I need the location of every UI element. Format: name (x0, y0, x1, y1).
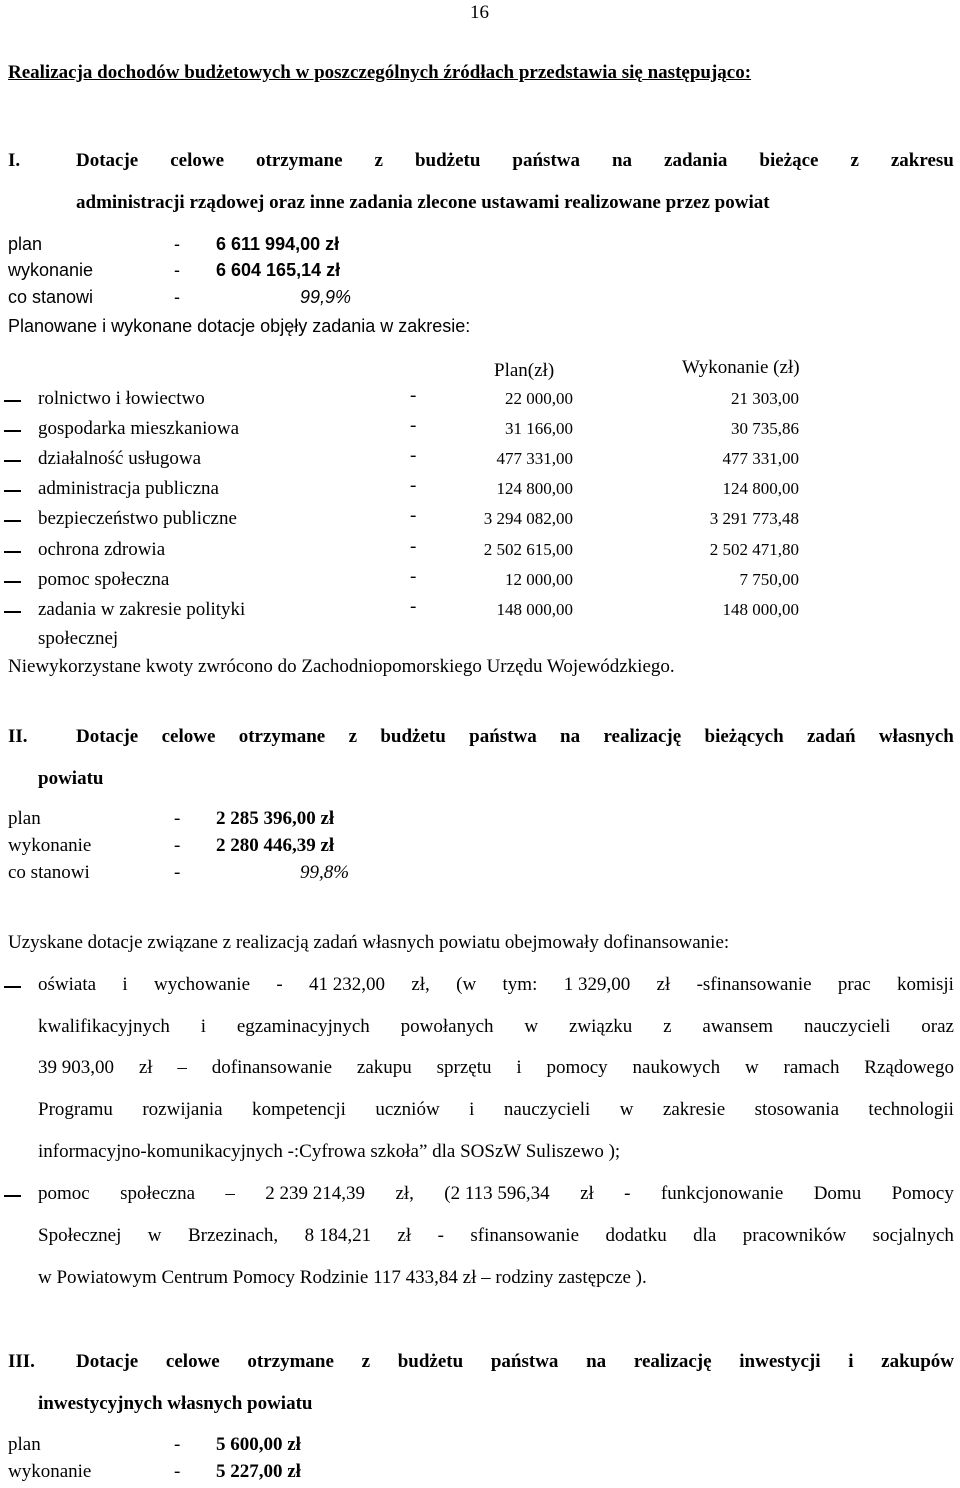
word: oraz (921, 1016, 954, 1037)
section-1-exec-dash: - (174, 260, 180, 280)
word: 1 329,00 (563, 974, 631, 995)
bullet-dash (4, 1195, 21, 1197)
word: zł (397, 1225, 412, 1246)
row-plan-value: 31 166,00 (505, 419, 573, 438)
row-plan-value: 477 331,00 (496, 449, 573, 468)
row-plan-value: 148 000,00 (496, 600, 573, 619)
row-exec-value: 477 331,00 (722, 449, 799, 468)
word: budżetu (414, 150, 481, 171)
row-exec-value: 148 000,00 (722, 600, 799, 619)
word: nauczycieli (503, 1099, 591, 1120)
section-1-title-line-1 (76, 150, 954, 172)
word: budżetu (397, 1351, 464, 1372)
row-plan-value: 22 000,00 (505, 389, 573, 408)
word: z (361, 1351, 371, 1372)
word: celowe (170, 150, 225, 171)
word: pomocy (546, 1057, 608, 1078)
word: budżetu (380, 726, 446, 747)
word: naukowych (632, 1057, 721, 1078)
word: sfinansowanie (470, 1225, 580, 1246)
section-2-number: II. (8, 726, 28, 747)
bullet-dash (4, 986, 21, 988)
section-2-plan-value: 2 285 396,00 zł (216, 808, 335, 829)
section-3-exec-label: wykonanie (8, 1461, 92, 1482)
word: - (624, 1183, 631, 1204)
row-label: działalność usługowa (38, 448, 202, 469)
bullet-1-line-4 (38, 1099, 954, 1121)
section-2-title-line-1 (76, 726, 954, 748)
word: na (611, 150, 633, 171)
word: inwestycji (739, 1351, 821, 1372)
section-1-exec-value: 6 604 165,14 zł (216, 260, 341, 280)
section-3-plan-value: 5 600,00 zł (216, 1434, 301, 1455)
row-plan-value: 2 502 615,00 (483, 540, 573, 559)
word: Programu (38, 1099, 113, 1120)
word: związku (568, 1016, 633, 1037)
bullet-dash (4, 430, 21, 432)
row-exec-value: 2 502 471,80 (709, 540, 799, 559)
word: Rządowego (864, 1057, 954, 1078)
bullet-1-line-5: informacyjno-komunikacyjnych -:Cyfrowa szkoła” dla SOSzW Suliszewo ); (38, 1141, 621, 1162)
section-1-intro: Planowane i wykonane dotacje objęły zadania w zakresie: (8, 316, 471, 336)
row-plan-value: 3 294 082,00 (483, 509, 573, 528)
row-plan-value: 12 000,00 (505, 570, 573, 589)
section-2-plan-dash: - (174, 808, 181, 829)
word: zakupu (356, 1057, 412, 1078)
table-row-continuation: społecznej (38, 628, 119, 649)
word: stosowania (754, 1099, 839, 1120)
row-exec-value: 21 303,00 (731, 389, 799, 408)
row-label: zadania w zakresie polityki (38, 599, 246, 620)
word: nauczycieli (803, 1016, 891, 1037)
word: -sfinansowanie (696, 974, 812, 995)
word: w (744, 1057, 759, 1078)
word: ramach (783, 1057, 840, 1078)
word: otrzymane (238, 726, 326, 747)
word: zadania (664, 150, 728, 171)
word: prac (837, 974, 871, 995)
section-3-exec-dash: - (174, 1461, 181, 1482)
section-3-plan-dash: - (174, 1434, 181, 1455)
row-exec-value: 124 800,00 (722, 479, 799, 498)
word: powołanych (400, 1016, 494, 1037)
section-3-title-line-2: inwestycyjnych własnych powiatu (38, 1393, 313, 1414)
row-separator: - (410, 505, 417, 526)
row-label: gospodarka mieszkaniowa (38, 418, 240, 439)
word: kwalifikacyjnych (38, 1016, 170, 1037)
word: bieżących (704, 726, 784, 747)
word: zadań (806, 726, 856, 747)
word: Społecznej (38, 1225, 122, 1246)
bullet-1-line-2 (38, 1016, 954, 1038)
bullet-2-line-1 (38, 1183, 954, 1205)
bullet-1-line-3 (38, 1057, 954, 1079)
word: 8 184,21 (304, 1225, 372, 1246)
bullet-dash (4, 551, 21, 553)
page-number: 16 (470, 2, 489, 23)
word: otrzymane (256, 150, 343, 171)
word: Pomocy (891, 1183, 954, 1204)
word: z (850, 150, 859, 171)
row-exec-value: 30 735,86 (731, 419, 799, 438)
word: funkcjonowanie (660, 1183, 784, 1204)
word: sprzętu (436, 1057, 492, 1078)
word: i (200, 1016, 207, 1037)
column-header-plan: Plan(zł) (494, 360, 555, 381)
word: i (469, 1099, 475, 1120)
word: (w (456, 974, 477, 995)
word: i (848, 1351, 854, 1372)
bullet-2-line-2 (38, 1225, 954, 1247)
word: państwa (512, 150, 580, 171)
word: w (619, 1099, 634, 1120)
word: kompetencji (251, 1099, 346, 1120)
word: egzaminacyjnych (236, 1016, 370, 1037)
bullet-2-line-3: w Powiatowym Centrum Pomocy Rodzinie 117 433,84 zł – rodziny zastępcze ). (38, 1267, 647, 1288)
section-1-ratio-label: co stanowi (8, 287, 94, 307)
word: zakresu (890, 150, 954, 171)
word: pomoc (38, 1183, 90, 1204)
row-label: rolnictwo i łowiectwo (38, 388, 205, 409)
word: celowe (165, 1351, 220, 1372)
word: 2 239 214,39 (265, 1183, 366, 1204)
row-separator: - (410, 596, 417, 617)
word: bieżące (759, 150, 819, 171)
word: komisji (896, 974, 954, 995)
row-separator: - (410, 415, 417, 436)
section-1-exec-label: wykonanie (8, 260, 94, 280)
row-separator: - (410, 536, 417, 557)
row-label: administracja publiczna (38, 478, 219, 499)
word: własnych (878, 726, 954, 747)
section-1-plan-label: plan (8, 234, 43, 254)
word: Brzezinach, (187, 1225, 279, 1246)
word: rozwijania (142, 1099, 223, 1120)
word: na (560, 726, 581, 747)
word: i (516, 1057, 522, 1078)
word: w (524, 1016, 539, 1037)
row-exec-value: 3 291 773,48 (709, 509, 799, 528)
word: w (147, 1225, 162, 1246)
word: zł (138, 1057, 153, 1078)
section-3-title-line-1 (76, 1351, 954, 1373)
section-2-ratio-label: co stanowi (8, 862, 90, 883)
word: celowe (161, 726, 216, 747)
bullet-dash (4, 611, 21, 613)
word: i (122, 974, 128, 995)
bullet-dash (4, 490, 21, 492)
word: technologii (868, 1099, 954, 1120)
word: 39 903,00 (38, 1057, 114, 1078)
word: Dotacje (76, 726, 139, 747)
section-1-title-line-2: administracji rządowej oraz inne zadania zlecone ustawami realizowane przez powiat (76, 192, 770, 213)
word: realizację (603, 726, 682, 747)
word: dodatku (605, 1225, 667, 1246)
word: tym: (502, 974, 538, 995)
row-label: ochrona zdrowia (38, 539, 166, 560)
bullet-dash (4, 581, 21, 583)
word: wychowanie (153, 974, 251, 995)
word: zakresie (662, 1099, 726, 1120)
word: realizację (633, 1351, 712, 1372)
row-label: pomoc społeczna (38, 569, 170, 590)
row-label: bezpieczeństwo publiczne (38, 508, 237, 529)
section-2-exec-label: wykonanie (8, 835, 92, 856)
section-2-exec-dash: - (174, 835, 181, 856)
word: socjalnych (872, 1225, 954, 1246)
word: otrzymane (247, 1351, 334, 1372)
word: z (348, 726, 358, 747)
bullet-1-line-1 (38, 974, 954, 996)
word: – (225, 1183, 235, 1204)
word: społeczna (120, 1183, 196, 1204)
word: oświata (38, 974, 97, 995)
word: - (437, 1225, 444, 1246)
row-separator: - (410, 445, 417, 466)
word: z (374, 150, 383, 171)
row-plan-value: 124 800,00 (496, 479, 573, 498)
word: pracowników (742, 1225, 847, 1246)
word: na (586, 1351, 607, 1372)
word: zł, (395, 1183, 414, 1204)
word: Dotacje (76, 1351, 139, 1372)
word: zł (580, 1183, 594, 1204)
word: zł, (411, 974, 430, 995)
section-1-plan-value: 6 611 994,00 zł (216, 234, 340, 254)
column-header-exec: Wykonanie (zł) (682, 357, 800, 378)
bullet-dash (4, 400, 21, 402)
section-2-ratio-value: 99,8% (300, 862, 350, 883)
word: dla (693, 1225, 717, 1246)
section-2-title-line-2: powiatu (38, 768, 104, 789)
row-separator: - (410, 566, 417, 587)
section-1-number: I. (8, 150, 21, 171)
section-3-plan-label: plan (8, 1434, 41, 1455)
word: zł (656, 974, 671, 995)
section-1-plan-dash: - (174, 234, 180, 254)
word: dofinansowanie (211, 1057, 333, 1078)
word: - (276, 974, 283, 995)
section-3-exec-value: 5 227,00 zł (216, 1461, 301, 1482)
section-1-ratio-value: 99,9% (300, 287, 352, 307)
word: awansem (702, 1016, 774, 1037)
section-3-number: III. (8, 1351, 35, 1372)
word: państwa (469, 726, 537, 747)
section-2-intro: Uzyskane dotacje związane z realizacją zadań własnych powiatu obejmowały dofinansowanie: (8, 932, 730, 953)
bullet-dash (4, 520, 21, 522)
word: 41 232,00 (309, 974, 385, 995)
word: Dotacje (76, 150, 139, 171)
word: zakupów (881, 1351, 954, 1372)
word: Domu (813, 1183, 862, 1204)
section-2-plan-label: plan (8, 808, 41, 829)
row-separator: - (410, 475, 417, 496)
row-separator: - (410, 385, 417, 406)
word: – (177, 1057, 187, 1078)
word: z (663, 1016, 672, 1037)
section-1-note: Niewykorzystane kwoty zwrócono do Zachodniopomorskiego Urzędu Wojewódzkiego. (8, 656, 675, 677)
word: (2 113 596,34 (444, 1183, 550, 1204)
word: uczniów (375, 1099, 440, 1120)
word: państwa (490, 1351, 559, 1372)
section-2-exec-value: 2 280 446,39 zł (216, 835, 335, 856)
section-2-ratio-dash: - (174, 862, 181, 883)
bullet-dash (4, 460, 21, 462)
row-exec-value: 7 750,00 (739, 570, 799, 589)
section-1-ratio-dash: - (174, 287, 180, 307)
page-heading: Realizacja dochodów budżetowych w poszczególnych źródłach przedstawia się następująco: (8, 62, 752, 83)
